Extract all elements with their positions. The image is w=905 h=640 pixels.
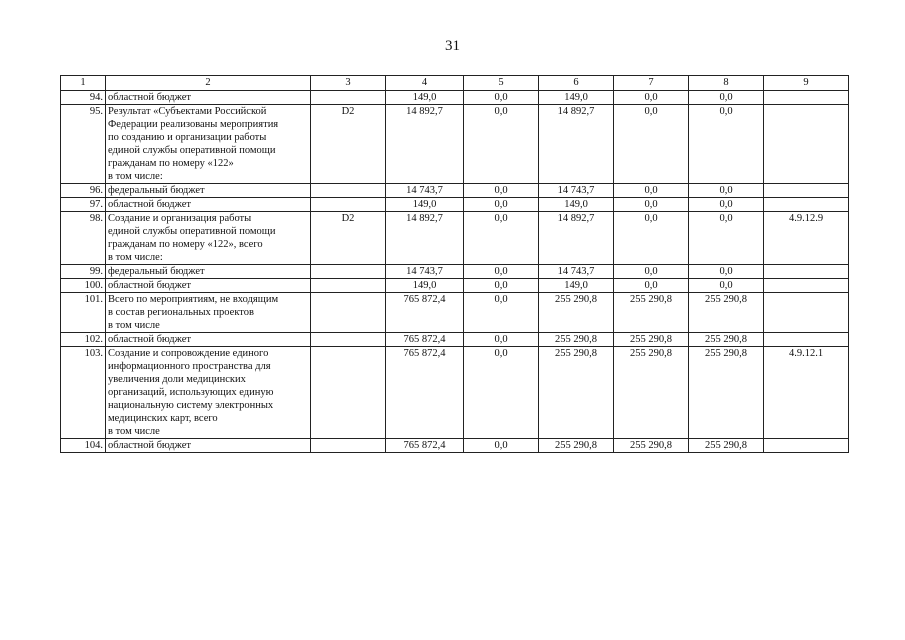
item-name-line: организаций, использующих единую <box>108 387 274 398</box>
value-col7: 0,0 <box>614 265 689 279</box>
row-number: 99. <box>61 265 106 279</box>
item-name-cell <box>106 184 311 198</box>
item-name-line: Создание и организация работы <box>108 213 252 224</box>
value-col7: 255 290,8 <box>614 439 689 453</box>
value-col4: 765 872,4 <box>386 347 464 439</box>
reference-cell <box>764 333 849 347</box>
value-col6: 14 743,7 <box>539 184 614 198</box>
code-cell <box>311 198 386 212</box>
item-name-line: медицинских карт, всего <box>108 413 218 424</box>
column-header: 2 <box>106 76 311 91</box>
item-name-line: увеличения доли медицинских <box>108 374 246 385</box>
item-name-line: гражданам по номеру «122» <box>108 158 234 169</box>
item-name-line: Всего по мероприятиям, не входящим <box>108 294 279 305</box>
column-header: 9 <box>764 76 849 91</box>
value-col4: 149,0 <box>386 198 464 212</box>
item-name-line: областной бюджет <box>108 440 191 451</box>
item-name-line: единой службы оперативной помощи <box>108 226 276 237</box>
value-col6: 255 290,8 <box>539 347 614 439</box>
value-col4: 14 743,7 <box>386 265 464 279</box>
value-col6: 255 290,8 <box>539 293 614 333</box>
value-col4: 14 892,7 <box>386 105 464 184</box>
value-col7: 0,0 <box>614 184 689 198</box>
code-cell: D2 <box>311 105 386 184</box>
value-col6: 149,0 <box>539 198 614 212</box>
code-cell <box>311 333 386 347</box>
item-name-line: гражданам по номеру «122», всего <box>108 239 263 250</box>
table-row <box>61 105 849 184</box>
value-col8: 255 290,8 <box>689 439 764 453</box>
value-col7: 0,0 <box>614 198 689 212</box>
row-number: 94. <box>61 91 106 105</box>
item-name-line: в том числе: <box>108 252 163 263</box>
value-col6: 149,0 <box>539 279 614 293</box>
item-name-cell <box>106 212 311 265</box>
table-row <box>61 198 849 212</box>
table-row <box>61 347 849 439</box>
value-col5: 0,0 <box>464 91 539 105</box>
value-col4: 149,0 <box>386 91 464 105</box>
item-name-line: Результат «Субъектами Российской <box>108 106 267 117</box>
value-col8: 255 290,8 <box>689 347 764 439</box>
item-name-line: областной бюджет <box>108 92 191 103</box>
reference-cell: 4.9.12.9 <box>764 212 849 265</box>
column-header: 8 <box>689 76 764 91</box>
reference-cell <box>764 105 849 184</box>
table-row <box>61 439 849 453</box>
table-row <box>61 184 849 198</box>
row-number: 95. <box>61 105 106 184</box>
item-name-line: Создание и сопровождение единого <box>108 348 269 359</box>
row-number: 102. <box>61 333 106 347</box>
reference-cell <box>764 265 849 279</box>
item-name-line: областной бюджет <box>108 280 191 291</box>
value-col8: 0,0 <box>689 212 764 265</box>
value-col8: 0,0 <box>689 91 764 105</box>
row-number: 103. <box>61 347 106 439</box>
item-name-line: областной бюджет <box>108 199 191 210</box>
row-number: 104. <box>61 439 106 453</box>
value-col8: 0,0 <box>689 279 764 293</box>
item-name-line: в том числе <box>108 320 160 331</box>
item-name-line: федеральный бюджет <box>108 185 205 196</box>
item-name-line: единой службы оперативной помощи <box>108 145 276 156</box>
item-name-cell <box>106 333 311 347</box>
table-row <box>61 91 849 105</box>
value-col6: 149,0 <box>539 91 614 105</box>
value-col5: 0,0 <box>464 279 539 293</box>
value-col4: 149,0 <box>386 279 464 293</box>
row-number: 97. <box>61 198 106 212</box>
code-cell <box>311 293 386 333</box>
column-header: 4 <box>386 76 464 91</box>
value-col5: 0,0 <box>464 333 539 347</box>
reference-cell <box>764 184 849 198</box>
item-name-line: по созданию и организации работы <box>108 132 267 143</box>
value-col5: 0,0 <box>464 347 539 439</box>
page-number: 31 <box>445 38 460 54</box>
value-col4: 14 892,7 <box>386 212 464 265</box>
value-col6: 255 290,8 <box>539 333 614 347</box>
column-header: 6 <box>539 76 614 91</box>
value-col4: 765 872,4 <box>386 293 464 333</box>
item-name-line: национальную систему электронных <box>108 400 274 411</box>
value-col4: 14 743,7 <box>386 184 464 198</box>
column-header: 5 <box>464 76 539 91</box>
item-name-line: Федерации реализованы мероприятия <box>108 119 279 130</box>
value-col7: 0,0 <box>614 105 689 184</box>
table-row <box>61 333 849 347</box>
reference-cell <box>764 439 849 453</box>
value-col4: 765 872,4 <box>386 333 464 347</box>
code-cell: D2 <box>311 212 386 265</box>
item-name-line: в состав региональных проектов <box>108 307 254 318</box>
item-name-cell <box>106 91 311 105</box>
table-row <box>61 212 849 265</box>
value-col6: 255 290,8 <box>539 439 614 453</box>
value-col8: 255 290,8 <box>689 293 764 333</box>
item-name-cell <box>106 439 311 453</box>
header-row <box>61 76 849 91</box>
reference-cell <box>764 198 849 212</box>
item-name-cell <box>106 265 311 279</box>
value-col6: 14 892,7 <box>539 212 614 265</box>
value-col5: 0,0 <box>464 105 539 184</box>
code-cell <box>311 439 386 453</box>
value-col7: 0,0 <box>614 212 689 265</box>
code-cell <box>311 279 386 293</box>
value-col5: 0,0 <box>464 184 539 198</box>
value-col7: 0,0 <box>614 91 689 105</box>
value-col8: 0,0 <box>689 105 764 184</box>
reference-cell: 4.9.12.1 <box>764 347 849 439</box>
value-col7: 255 290,8 <box>614 347 689 439</box>
item-name-cell <box>106 347 311 439</box>
value-col7: 255 290,8 <box>614 333 689 347</box>
reference-cell <box>764 279 849 293</box>
item-name-line: в том числе: <box>108 171 163 182</box>
item-name-cell <box>106 293 311 333</box>
value-col4: 765 872,4 <box>386 439 464 453</box>
item-name-cell <box>106 279 311 293</box>
column-header: 1 <box>61 76 106 91</box>
item-name-line: федеральный бюджет <box>108 266 205 277</box>
value-col8: 0,0 <box>689 198 764 212</box>
item-name-line: в том числе <box>108 426 160 437</box>
row-number: 98. <box>61 212 106 265</box>
column-header: 3 <box>311 76 386 91</box>
item-name-line: информационного пространства для <box>108 361 271 372</box>
row-number: 100. <box>61 279 106 293</box>
value-col5: 0,0 <box>464 293 539 333</box>
table-row <box>61 265 849 279</box>
value-col7: 255 290,8 <box>614 293 689 333</box>
row-number: 96. <box>61 184 106 198</box>
value-col6: 14 892,7 <box>539 105 614 184</box>
value-col5: 0,0 <box>464 198 539 212</box>
reference-cell <box>764 91 849 105</box>
table-row <box>61 279 849 293</box>
item-name-line: областной бюджет <box>108 334 191 345</box>
reference-cell <box>764 293 849 333</box>
code-cell <box>311 184 386 198</box>
code-cell <box>311 347 386 439</box>
code-cell <box>311 265 386 279</box>
column-header: 7 <box>614 76 689 91</box>
value-col5: 0,0 <box>464 265 539 279</box>
budget-table <box>60 75 849 453</box>
value-col8: 0,0 <box>689 265 764 279</box>
value-col5: 0,0 <box>464 439 539 453</box>
value-col8: 0,0 <box>689 184 764 198</box>
value-col7: 0,0 <box>614 279 689 293</box>
item-name-cell <box>106 105 311 184</box>
table-row <box>61 293 849 333</box>
code-cell <box>311 91 386 105</box>
item-name-cell <box>106 198 311 212</box>
value-col5: 0,0 <box>464 212 539 265</box>
value-col8: 255 290,8 <box>689 333 764 347</box>
row-number: 101. <box>61 293 106 333</box>
value-col6: 14 743,7 <box>539 265 614 279</box>
